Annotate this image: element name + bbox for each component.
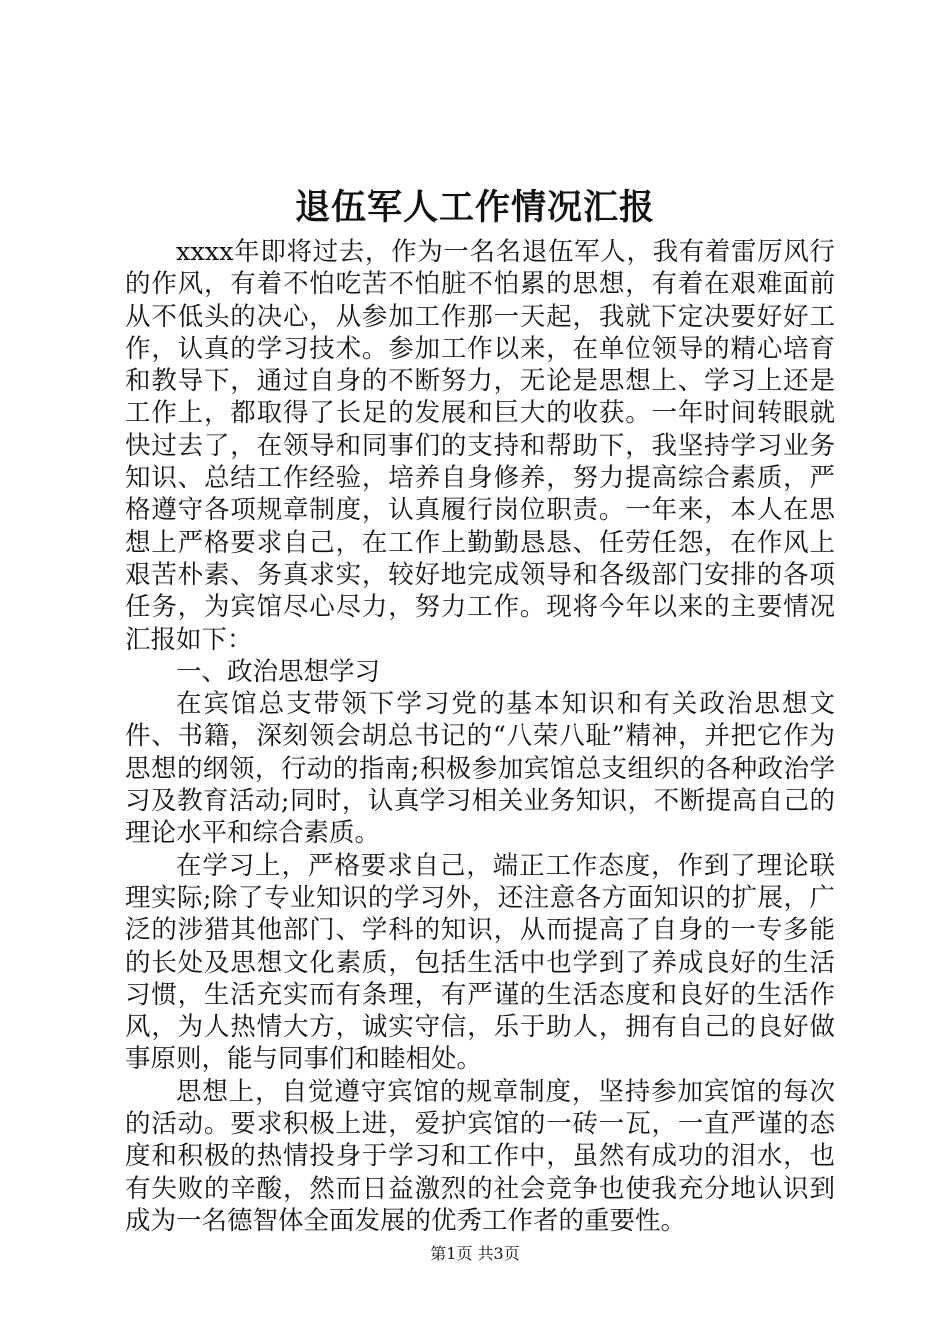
- thinking-paragraph: 思想上，自觉遵守宾馆的规章制度，坚持参加宾馆的每次的活动。要求积极上进，爱护宾馆的一砖一瓦，一直严谨的态度和积极的热情投身于学习和工作中，虽然有成功的泪水，也有失败的辛酸，然而日益激烈的社会竞争也使我充分地认识到成为一名德智体全面发展的优秀工作者的重要性。: [125, 1076, 835, 1236]
- document-title: 退伍军人工作情况汇报: [294, 187, 655, 228]
- learning-paragraph: 在学习上，严格要求自己，端正工作态度，作到了理论联理实际;除了专业知识的学习外，还注意各方面知识的扩展，广泛的涉猎其他部门、学科的知识，从而提高了自身的一专多能的长处及思想文化素质，包括生活中也学到了养成良好的生活习惯，生活充实而有条理，有严谨的生活态度和良好的生活作风，为人热情大方，诚实守信，乐于助人，拥有自己的良好做事原则，能与同事们和睦相处。: [125, 850, 835, 1075]
- page-number-footer: 第1页 共3页: [430, 1244, 520, 1263]
- section-heading-political-study: 一、政治思想学习: [176, 656, 381, 687]
- intro-paragraph: xxxx年即将过去，作为一名名退伍军人，我有着雷厉风行的作风，有着不怕吃苦不怕脏不怕累的思想，有着在艰难面前从不低头的决心，从参加工作那一天起，我就下定决要好好工作，认真的学习技术。参加工作以来，在单位领导的精心培育和教导下，通过自身的不断努力，无论是思想上、学习上还是工作上，都取得了长足的发展和巨大的收获。一年时间转眼就快过去了，在领导和同事们的支持和帮助下，我坚持学习业务知识、总结工作经验，培养自身修养，努力提高综合素质，严格遵守各项规章制度，认真履行岗位职责。一年来，本人在思想上严格要求自己，在工作上勤勤恳恳、任劳任怨，在作风上艰苦朴素、务真求实，较好地完成领导和各级部门安排的各项任务，为宾馆尽心尽力，努力工作。现将今年以来的主要情况汇报如下：: [125, 237, 835, 655]
- political-study-paragraph: 在宾馆总支带领下学习党的基本知识和有关政治思想文件、书籍，深刻领会胡总书记的“八荣八耻”精神，并把它作为思想的纲领，行动的指南;积极参加宾馆总支组织的各种政治学习及教育活动;同时，认真学习相关业务知识，不断提高自己的理论水平和综合素质。: [125, 689, 835, 849]
- document-body: [125, 236, 835, 1237]
